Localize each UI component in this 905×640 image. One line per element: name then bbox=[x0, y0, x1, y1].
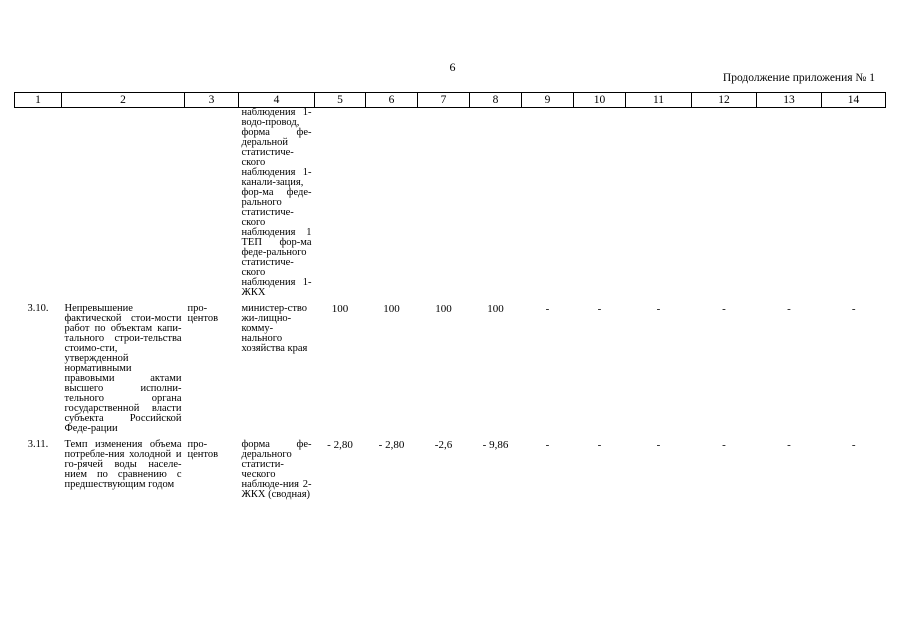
column-header: 7 bbox=[418, 93, 470, 108]
continuation-label: Продолжение приложения № 1 bbox=[722, 72, 875, 84]
value-cell: - bbox=[597, 439, 602, 451]
column-header: 3 bbox=[185, 93, 239, 108]
value-cell: - bbox=[787, 303, 791, 315]
row-number: 3.10. bbox=[27, 303, 49, 314]
row-number: 3.11. bbox=[27, 439, 49, 450]
column-header: 11 bbox=[626, 93, 692, 108]
column-header: 14 bbox=[822, 93, 886, 108]
header-row bbox=[15, 93, 886, 108]
column-header: 12 bbox=[692, 93, 757, 108]
unit-cell: про-центов bbox=[187, 303, 219, 324]
value-cell: - bbox=[851, 439, 856, 451]
column-header: 13 bbox=[757, 93, 822, 108]
source-cell: министер-ство жи-лищно-комму-нального хозяйства края bbox=[241, 303, 308, 354]
column-header: 4 bbox=[239, 93, 315, 108]
value-cell: 100 bbox=[331, 303, 349, 315]
value-cell: - bbox=[597, 303, 602, 315]
column-header: 9 bbox=[522, 93, 574, 108]
value-cell: - bbox=[656, 303, 661, 315]
value-cell: 100 bbox=[487, 303, 504, 315]
value-cell: - bbox=[851, 303, 856, 315]
column-header: 8 bbox=[470, 93, 522, 108]
page-number: 6 bbox=[449, 60, 456, 74]
column-header: 1 bbox=[15, 93, 62, 108]
value-cell: - bbox=[722, 303, 726, 315]
value-cell: - 2,80 bbox=[327, 439, 353, 451]
value-cell: - 2,80 bbox=[378, 439, 405, 451]
source-cell: форма фе-дерального статисти-ческого наблюде-ния 2-ЖКХ (сводная) bbox=[241, 439, 312, 500]
indicator-name: Непревышение фактической стои-мости работ по объектам капи-тального строи-тельства стоимо-сти, утвержденной нормативными правовыми актами высшего исполни-тельного органа государственной власти субъекта Российской Феде-рации bbox=[64, 303, 182, 434]
value-cell: - bbox=[722, 439, 726, 451]
value-cell: 100 bbox=[383, 303, 400, 315]
value-cell: - bbox=[787, 439, 791, 451]
unit-cell: про-центов bbox=[187, 439, 219, 460]
value-cell: -2,6 bbox=[434, 439, 453, 451]
value-cell: - bbox=[545, 439, 550, 451]
table-row bbox=[15, 304, 886, 434]
column-header: 2 bbox=[62, 93, 185, 108]
carryover-source-cell: наблюдения 1-водо-провод, форма фе-деральной статистиче-ского наблюдения 1- канали-зация, фор-ма феде-рального статистиче-ского наблюдения 1 ТЕП фор-ма феде-рального статистиче-ского наблюдения 1-ЖКХ bbox=[241, 107, 312, 298]
appendix-table bbox=[14, 92, 886, 500]
indicator-name: Темп изменения объема потребле-ния холодной и го-рячей воды населе-нием по сравнению с предшествующим годом bbox=[64, 439, 182, 490]
value-cell: - 9,86 bbox=[482, 439, 509, 451]
column-header: 6 bbox=[366, 93, 418, 108]
value-cell: - bbox=[545, 303, 550, 315]
value-cell: 100 bbox=[435, 303, 452, 315]
column-header: 10 bbox=[574, 93, 626, 108]
table-row bbox=[15, 440, 886, 500]
column-header: 5 bbox=[315, 93, 366, 108]
value-cell: - bbox=[656, 439, 661, 451]
carryover-row bbox=[15, 108, 886, 299]
